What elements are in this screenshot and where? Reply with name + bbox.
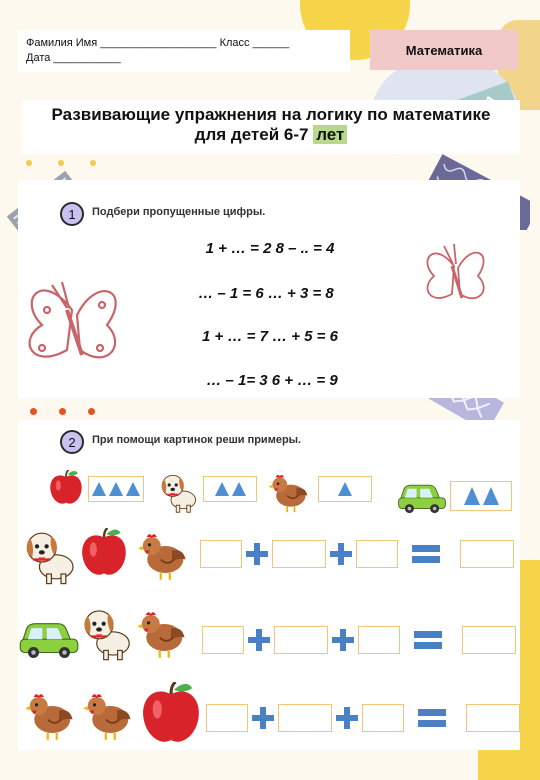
name-field[interactable]: ___________________ — [100, 37, 217, 49]
equation-boxes-row-1 — [200, 540, 514, 568]
result-box[interactable] — [462, 626, 516, 654]
decor-yellow-dots — [26, 160, 96, 166]
butterfly-illustration — [22, 270, 122, 380]
answer-box[interactable] — [206, 704, 248, 732]
answer-box[interactable] — [274, 626, 328, 654]
class-field[interactable]: ______ — [252, 37, 290, 49]
hen-picture — [134, 606, 190, 660]
hen-picture — [80, 688, 136, 742]
equals-icon — [412, 543, 440, 565]
decor-orange-dots — [30, 408, 95, 415]
plus-icon — [252, 707, 274, 729]
hen-picture — [22, 688, 78, 742]
task-1-number: 1 — [60, 202, 84, 226]
subject-badge: Математика — [370, 30, 518, 70]
task-2-instruction: При помощи картинок реши примеры. — [92, 434, 302, 446]
title-line-1: Развивающие упражнения на логику по математике — [51, 105, 491, 124]
plus-icon — [330, 543, 352, 565]
plus-icon — [332, 629, 354, 651]
plus-icon — [246, 543, 268, 565]
legend-value-car — [450, 481, 512, 511]
equation-boxes-row-3 — [206, 704, 520, 732]
dog-picture — [18, 526, 80, 586]
butterfly-illustration — [420, 238, 490, 308]
legend-value-apple — [88, 476, 144, 502]
dog-picture — [156, 470, 200, 514]
answer-box[interactable] — [202, 626, 244, 654]
car-picture — [18, 614, 80, 660]
date-label: Дата — [26, 52, 51, 64]
equation-row[interactable]: 1 + … = 2 8 – .. = 4 — [205, 240, 335, 257]
equals-icon — [414, 629, 442, 651]
result-box[interactable] — [460, 540, 514, 568]
page-title — [22, 100, 520, 154]
legend-value-dog — [203, 476, 257, 502]
hen-picture — [266, 470, 312, 514]
equation-row[interactable]: … – 1= 3 6 + … = 9 — [206, 372, 338, 389]
apple-picture — [80, 528, 128, 578]
dog-picture — [78, 604, 134, 662]
date-field[interactable]: ___________ — [53, 52, 121, 64]
class-label: Класс — [219, 37, 250, 49]
apple-picture — [140, 682, 202, 746]
apple-picture — [48, 470, 84, 506]
student-info-header — [18, 30, 350, 72]
plus-icon — [248, 629, 270, 651]
result-box[interactable] — [466, 704, 520, 732]
title-highlight: лет — [313, 125, 347, 144]
equation-boxes-row-2 — [202, 626, 516, 654]
legend-value-hen — [318, 476, 372, 502]
hen-picture — [134, 528, 192, 582]
task-2-number: 2 — [60, 430, 84, 454]
title-line-2: для детей 6-7 — [194, 125, 309, 144]
answer-box[interactable] — [278, 704, 332, 732]
equation-row[interactable]: 1 + … = 7 … + 5 = 6 — [202, 328, 338, 345]
plus-icon — [336, 707, 358, 729]
name-label: Фамилия Имя — [26, 37, 98, 49]
equals-icon — [418, 707, 446, 729]
answer-box[interactable] — [358, 626, 400, 654]
answer-box[interactable] — [356, 540, 398, 568]
answer-box[interactable] — [362, 704, 404, 732]
equation-row[interactable]: … – 1 = 6 … + 3 = 8 — [198, 285, 334, 302]
answer-box[interactable] — [200, 540, 242, 568]
task-1-instruction: Подбери пропущенные цифры. — [92, 206, 266, 218]
answer-box[interactable] — [272, 540, 326, 568]
car-picture — [395, 478, 449, 514]
